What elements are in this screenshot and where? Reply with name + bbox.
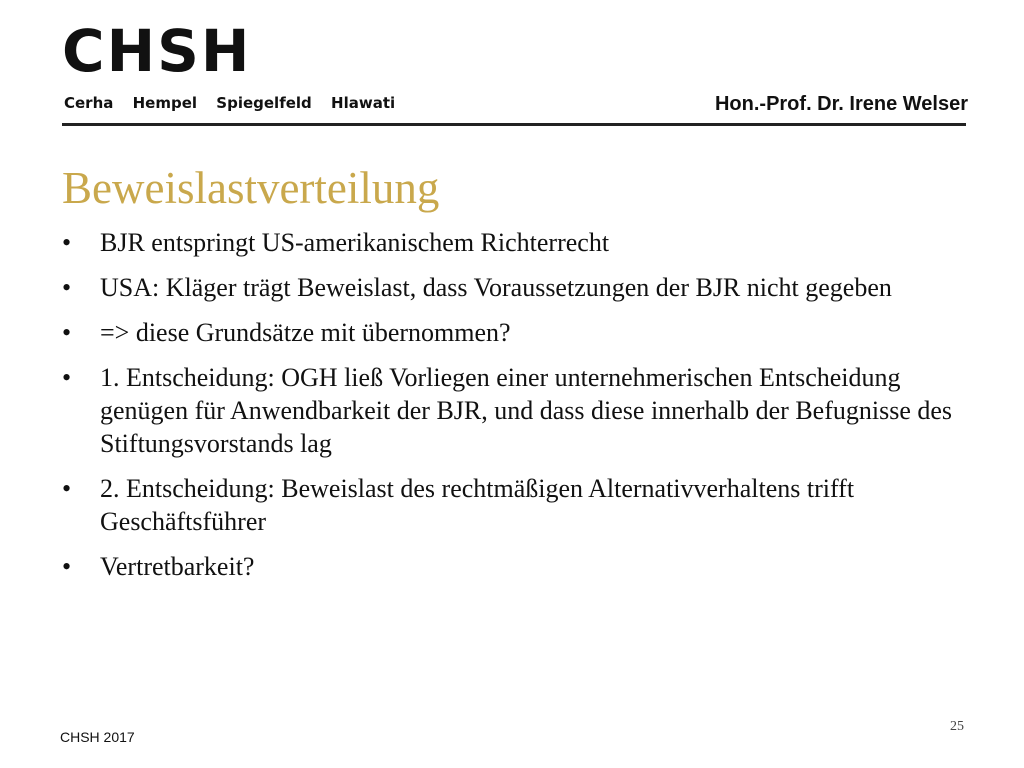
bullet-list <box>62 226 962 595</box>
bullet-item <box>62 472 962 538</box>
bullet-symbol: • <box>62 318 72 347</box>
bullet-item <box>62 226 962 259</box>
footer-copyright: CHSH 2017 <box>60 729 135 745</box>
bullet-symbol: • <box>62 228 72 257</box>
bullet-text: BJR entspringt US-amerikanischem Richterrecht <box>100 228 610 257</box>
bullet-item <box>62 361 962 460</box>
bullet-item <box>62 550 962 583</box>
bullet-text: USA: Kläger trägt Beweislast, dass Voraussetzungen der BJR nicht gegeben <box>100 273 892 302</box>
bullet-item <box>62 271 962 304</box>
bullet-text: Vertretbarkeit? <box>100 552 255 581</box>
partner-name: Spiegelfeld <box>216 94 312 112</box>
page-number: 25 <box>950 719 964 734</box>
partner-name: Cerha <box>64 94 114 112</box>
header-divider <box>62 123 966 126</box>
bullet-symbol: • <box>62 273 72 302</box>
bullet-symbol: • <box>62 552 72 581</box>
partner-name: Hempel <box>132 94 198 112</box>
bullet-symbol: • <box>62 363 72 392</box>
bullet-text: 2. Entscheidung: Beweislast des rechtmäßigen Alternativverhaltens trifft Geschäftsführer <box>100 474 855 536</box>
bullet-text: 1. Entscheidung: OGH ließ Vorliegen einer unternehmerischen Entscheidung genügen für Anwendbarkeit der BJR, und dass diese innerhalb der Befugnisse des Stiftungsvorstands lag <box>100 363 953 458</box>
logo-partner-names <box>64 96 409 111</box>
bullet-text: => diese Grundsätze mit übernommen? <box>100 318 511 347</box>
bullet-item <box>62 316 962 349</box>
partner-name: Hlawati <box>331 94 396 112</box>
author-name: Hon.-Prof. Dr. Irene Welser <box>714 93 968 115</box>
bullet-symbol: • <box>62 474 72 503</box>
logo-wordmark: CHSH <box>62 17 252 85</box>
slide-title: Beweislastverteilung <box>62 163 440 213</box>
